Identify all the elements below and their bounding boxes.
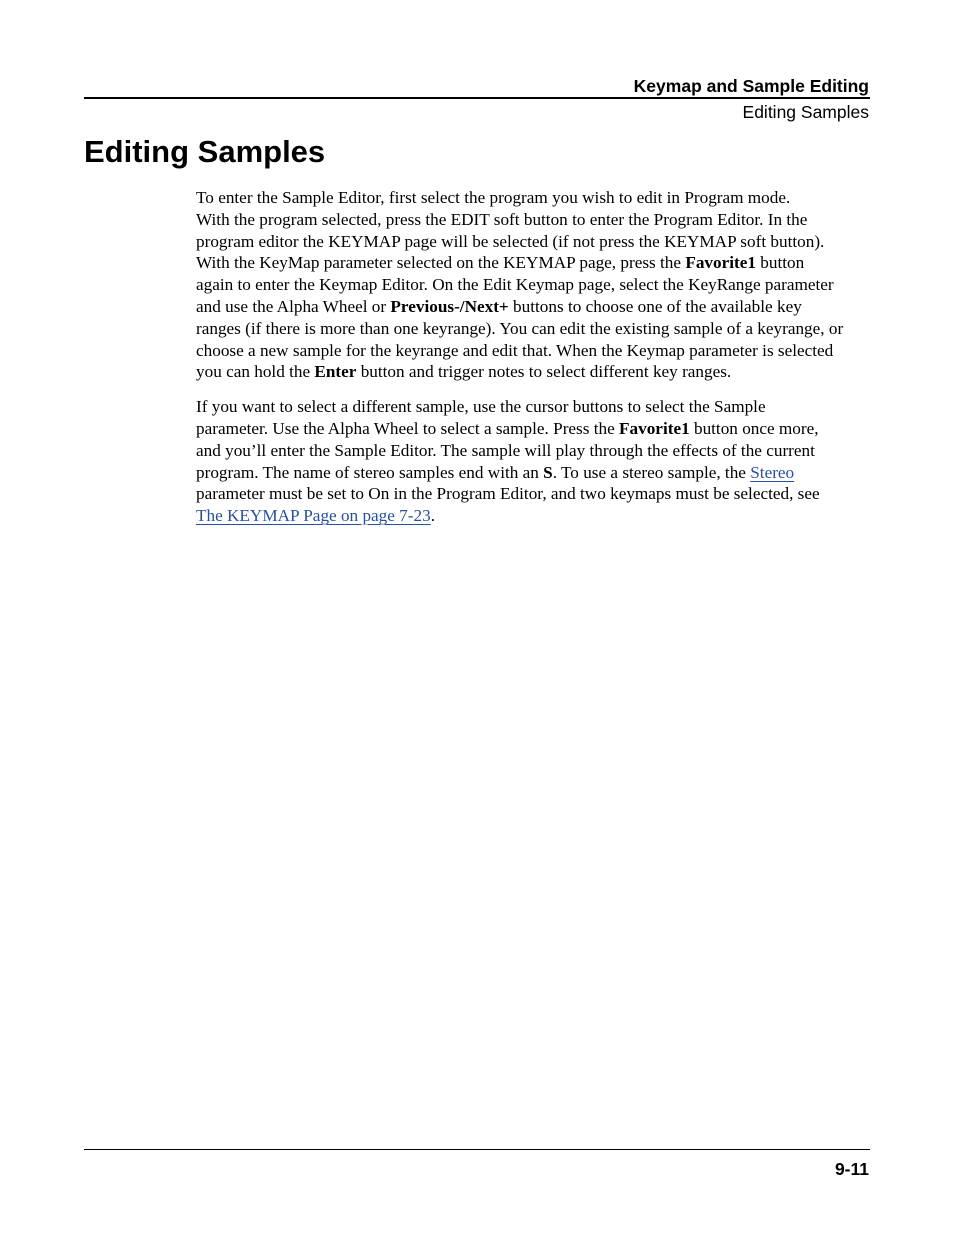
text-run: you can hold the bbox=[196, 362, 315, 382]
text-line bbox=[196, 462, 872, 484]
running-header-chapter: Keymap and Sample Editing bbox=[633, 76, 869, 96]
text-run: ranges (if there is more than one keyrange). You can edit the existing sample of a keyrange, or bbox=[196, 318, 844, 338]
button-name-favorite1: Favorite1 bbox=[685, 253, 756, 273]
text-run: buttons to choose one of the available key bbox=[508, 296, 802, 316]
text-run: button and trigger notes to select different key ranges. bbox=[356, 362, 732, 382]
text-line bbox=[196, 231, 872, 253]
text-line bbox=[196, 340, 872, 362]
text-line bbox=[196, 209, 872, 231]
text-run: If you want to select a different sample, use the cursor buttons to select the Sample bbox=[196, 397, 766, 417]
text-run: and use the Alpha Wheel or bbox=[196, 296, 391, 316]
text-line bbox=[196, 440, 872, 462]
keymap-page-link[interactable]: The KEYMAP Page on page 7-23 bbox=[196, 506, 431, 526]
text-line bbox=[196, 418, 872, 440]
text-run: program editor the KEYMAP page will be selected (if not press the KEYMAP soft button). bbox=[196, 231, 825, 251]
text-line bbox=[196, 274, 872, 296]
text-line bbox=[196, 396, 872, 418]
button-name-enter: Enter bbox=[314, 362, 357, 382]
button-name-previous-next: Previous-/Next+ bbox=[390, 296, 509, 316]
paragraph-sample-editor-intro bbox=[196, 187, 872, 383]
footer-divider bbox=[84, 1149, 870, 1150]
running-header-section: Editing Samples bbox=[742, 102, 869, 122]
text-line bbox=[196, 361, 872, 383]
text-run: program. The name of stereo samples end with an bbox=[196, 462, 544, 482]
text-run: parameter. Use the Alpha Wheel to select a sample. Press the bbox=[196, 418, 620, 438]
page-number: 9-11 bbox=[834, 1159, 869, 1179]
paragraph-select-sample bbox=[196, 396, 872, 527]
text-run: With the KeyMap parameter selected on the KEYMAP page, press the bbox=[196, 253, 686, 273]
body-text bbox=[196, 187, 872, 540]
header-divider bbox=[84, 97, 870, 99]
text-run: parameter must be set to On in the Program Editor, and two keymaps must be selected, see bbox=[196, 484, 820, 504]
text-run: button bbox=[755, 253, 805, 273]
text-run: . bbox=[430, 506, 435, 526]
text-run: choose a new sample for the keyrange and edit that. When the Keymap parameter is selected bbox=[196, 340, 834, 360]
text-run: again to enter the Keymap Editor. On the Edit Keymap page, select the KeyRange parameter bbox=[196, 275, 834, 295]
text-line bbox=[196, 483, 872, 505]
text-line bbox=[196, 187, 872, 209]
stereo-suffix-s: S bbox=[543, 462, 553, 482]
text-run: To enter the Sample Editor, first select the program you wish to edit in Program mode. bbox=[196, 188, 791, 207]
button-name-favorite1: Favorite1 bbox=[619, 418, 690, 438]
text-line bbox=[196, 505, 872, 527]
text-line bbox=[196, 252, 872, 274]
text-run: and you’ll enter the Sample Editor. The sample will play through the effects of the current bbox=[196, 440, 815, 460]
text-run: . To use a stereo sample, the bbox=[552, 462, 751, 482]
text-line bbox=[196, 296, 872, 318]
text-run: button once more, bbox=[689, 418, 819, 438]
stereo-link[interactable]: Stereo bbox=[750, 462, 795, 482]
text-line bbox=[196, 318, 872, 340]
page-title: Editing Samples bbox=[84, 134, 326, 169]
text-run: With the program selected, press the EDIT soft button to enter the Program Editor. In the bbox=[196, 209, 808, 229]
